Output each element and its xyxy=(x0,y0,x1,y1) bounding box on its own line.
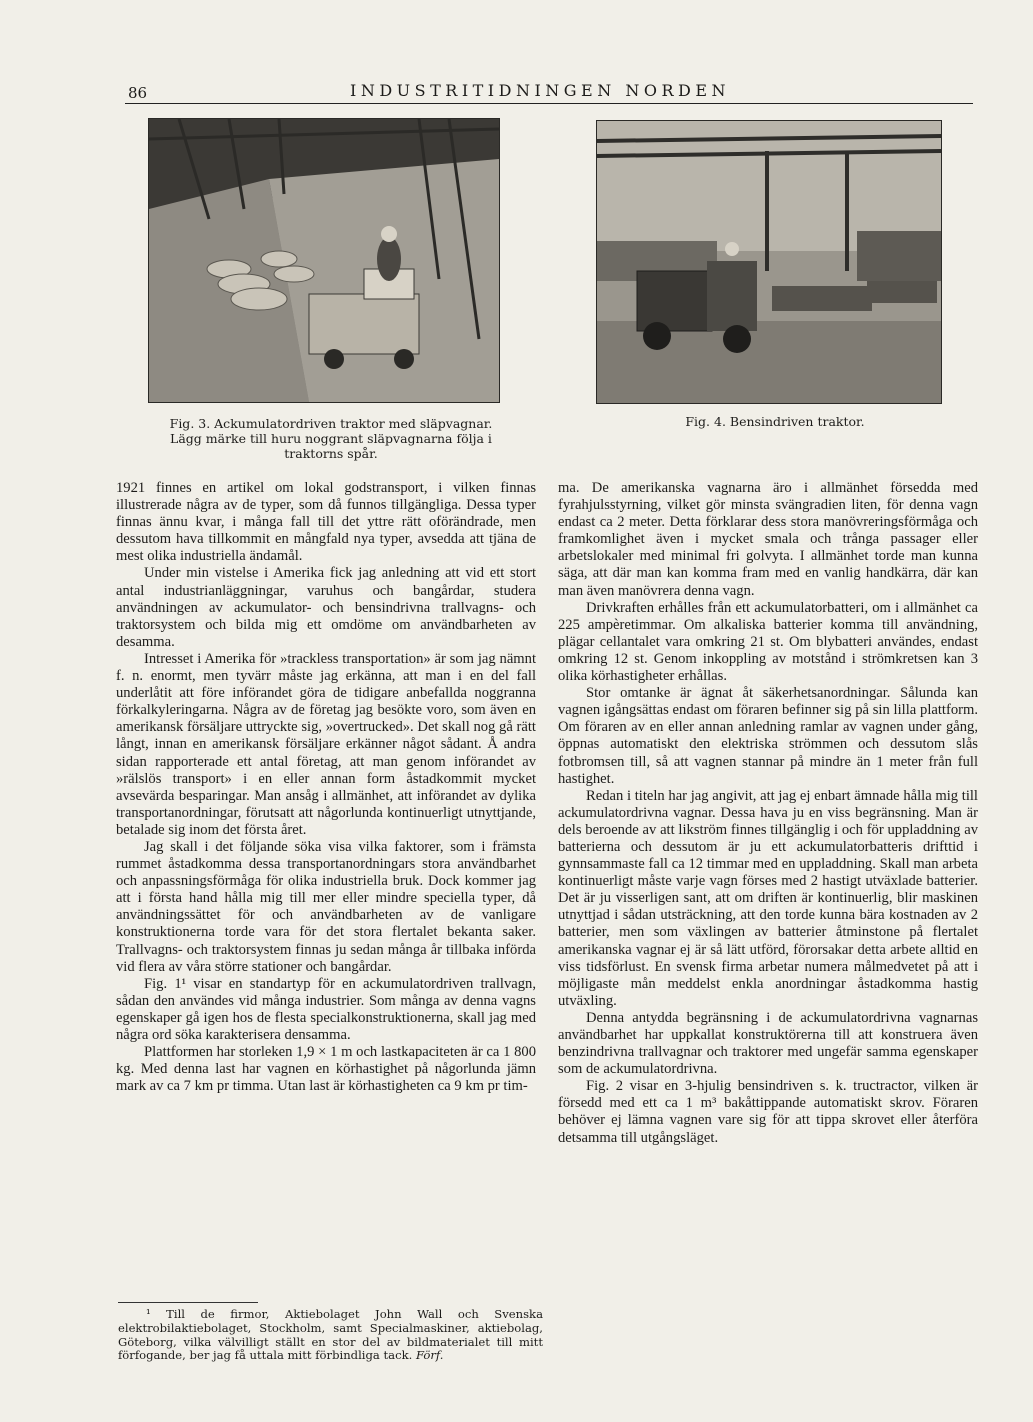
journal-title: INDUSTRITIDNINGEN NORDEN xyxy=(350,81,730,100)
figure-3-caption-line: Fig. 3. Ackumulatordriven traktor med släpvagnar. xyxy=(169,416,493,431)
gasoline-tractor-image xyxy=(597,121,941,403)
footnote-rule xyxy=(118,1302,258,1303)
footnote xyxy=(118,1308,543,1363)
right-column xyxy=(558,480,978,1147)
paragraph: 1921 finnes en artikel om lokal godstransport, i vilken finnas illustrerade några av de typer, som då funnos tillgängliga. Dessa typer finnas ännu kvar, i många fall till det yttre rätt oförändrade, men dessutom hava tillkommit en mångfald nya typer, avsedda att tjäna de mest olika industriella ändamål. xyxy=(116,480,536,565)
page-number: 86 xyxy=(128,84,148,102)
figure-3-caption-line: Lägg märke till huru noggrant släpvagnarna följa i xyxy=(170,431,492,446)
paragraph: Redan i titeln har jag angivit, att jag ej enbart ämnade hålla mig till ackumulatordrivna vagnar. Dessa hava ju en viss begränsning. Man är dels beroende av att likström finnes tillgänglig i och för uppladdning av batterierna och dessutom är ju ett ackumulatorbatteris drifttid i gynnsammaste fall ca 12 timmar med en uppladdning. Skall man arbeta kontinuerligt måste varje vagn förses med 2 hastigt utväxlade batterier. Det är ju visserligen sant, att om driften är kontinuerlig, blir maskinen utnyttjad i sådan utsträckning, att den torde kunna bära kostnaden av 2 batterier, men som växlingen av batterier åtminstone på flertalet amerikanska vagnar ej är så lätt utförd, förorsakar detta arbete alltid en viss tidsförlust. En svensk firma arbetar numera målmedvetet på att i möjligaste mån meddelst enkla anordningar åstadkomma hastig utväxling. xyxy=(558,787,978,1009)
paragraph: Fig. 1¹ visar en standartyp för en ackumulatordriven trallvagn, sådan den användes vid många industrier. Som många av denna vagns egenskaper gå igen hos de flesta specialkonstruktionerna, skall jag med några ord söka karakterisera densamma. xyxy=(116,975,536,1043)
figure-3-photo xyxy=(148,118,500,403)
paragraph: Jag skall i det följande söka visa vilka faktorer, som i främsta rummet åstadkomma dessa transportanordningars stora användbarhet och anpassningsförmåga för olika industriella bruk. Dock kommer jag att i första hand hålla mig till mer eller mindre speciella typer, då användningssättet för och användbarheten av de vanligare konstruktionerna torde vara för det stora flertalet bekanta saker. Trallvagns- och traktorsystem finnas ju sedan många år tillbaka införda vid flera av våra större stationer och bangårdar. xyxy=(116,838,536,975)
footnote-text: ¹ Till de firmor, Aktiebolaget John Wall och Svenska elektrobilaktiebolaget, Stockholm, samt Specialmaskiner, aktiebolag, Göteborg, vilka välvilligt ställt en stor del av bildmaterialet till mitt förfogande, ber jag få uttala mitt förbindliga tack. xyxy=(118,1307,543,1363)
paragraph: Intresset i Amerika för »trackless transportation» är som jag nämnt f. n. enormt, men tyvärr måste jag erkänna, att man i en del fall underlåtit att före införandet göra de tidigare anbefallda noggranna förkalkyleringarna. Några av de företag jag besökte voro, som även en amerikansk försäljare uttryckte sig, »overtrucked». Det skall nog gå rätt långt, innan en amerikansk försäljare erkänner något sådant. Å andra sidan rapporterade ett antal företag, att man genom införandet av »rälslös transport» i en eller annan form åstadkommit mycket avsevärda besparingar. Man ansåg i allmänhet, att införandet av dylika transportanordningar, förutsatt att någorlunda kontinuerligt utnyttjande, betalade sig inom det första året. xyxy=(116,650,536,838)
warehouse-tractor-image xyxy=(149,119,499,402)
header-rule xyxy=(125,103,973,104)
figure-3-caption-line: traktorns spår. xyxy=(284,446,378,461)
paragraph: Drivkraften erhålles från ett ackumulatorbatteri, om i allmänhet ca 225 ampèretimmar. Om alkaliska batterier komma till användning, plägar cellantalet vara omkring 21 st. Om blybatteri användes, endast omkring 12 st. Genom inkoppling av motstånd i strömkretsen kan 3 olika körhastigheter erhållas. xyxy=(558,599,978,685)
paragraph: ma. De amerikanska vagnarna äro i allmänhet försedda med fyrahjulsstyrning, vilket gör minsta svängradien liten, för denna vagn endast ca 2 meter. Detta förklarar dess stora manövreringsförmåga och framkomlighet även i mycket smala och trånga passager eller arbetslokaler med minimal fri golvyta. I allmänhet torde man kunna säga, att där man kan komma fram med en vanlig handkärra, där kan man även manövrera denna vagn. xyxy=(558,480,978,599)
paragraph: Fig. 2 visar en 3-hjulig bensindriven s. k. tructractor, vilken är försedd med ett ca 1 m³ bakåttippande automatiskt skrov. Föraren behöver ej lämna vagnen vare sig för att tippa skrovet eller återföra detsamma till utgångsläget. xyxy=(558,1078,978,1146)
figure-4-caption: Fig. 4. Bensindriven traktor. xyxy=(685,414,865,429)
paragraph: Denna antydda begränsning i de ackumulatordrivna vagnarnas användbarhet har uppkallat konstruktörerna till att konstruera även benzindrivna trallvagnar och traktorer med ungefär samma egenskaper som de ackumulatordrivna. xyxy=(558,1009,978,1078)
footnote-signature: Förf. xyxy=(416,1348,444,1363)
paragraph: Under min vistelse i Amerika fick jag anledning att vid ett stort antal industrianläggningar, varuhus och bangårdar, studera användningen av ackumulator- och bensindrivna trallvagns- och traktorsystem och bilda mig ett omdöme om användbarheten av desamma. xyxy=(116,565,536,650)
paragraph: Stor omtanke är ägnat åt säkerhetsanordningar. Sålunda kan vagnen igångsättas endast om föraren befinner sig på sin lilla plattform. Om föraren av en eller annan anledning ramlar av vagnen under gång, öppnas automatiskt den elektriska strömmen och dessutom slås fotbromsen till, så att vagnen stannar på mindre än 1 meter från full hastighet. xyxy=(558,685,978,787)
paragraph: Plattformen har storleken 1,9 × 1 m och lastkapaciteten är ca 1 800 kg. Med denna last har vagnen en körhastighet på någorlunda jämn mark av ca 7 km pr timma. Utan last är körhastigheten ca 9 km pr tim- xyxy=(116,1044,536,1095)
figure-3-caption xyxy=(146,416,516,461)
figure-4-photo xyxy=(596,120,942,404)
left-column xyxy=(116,480,536,1095)
